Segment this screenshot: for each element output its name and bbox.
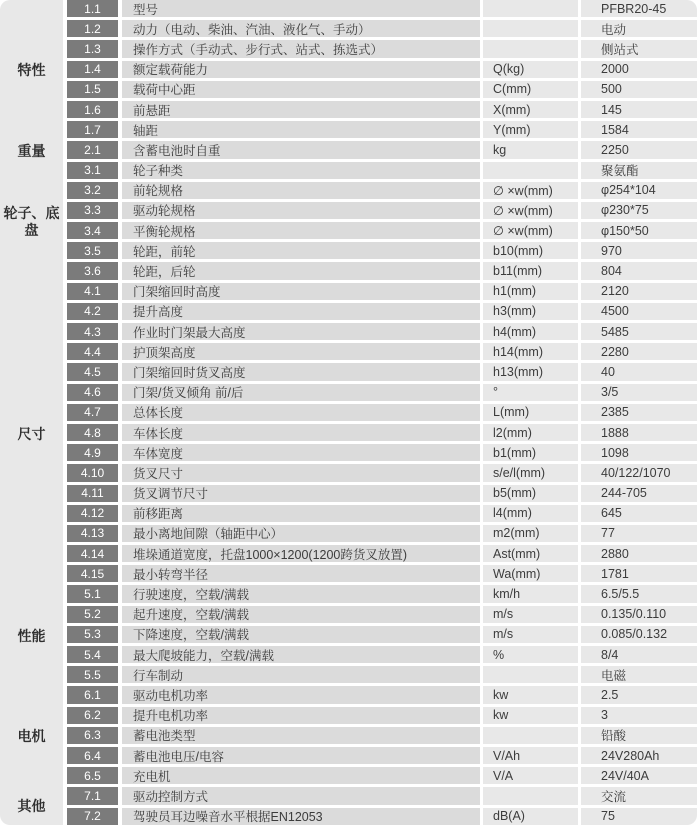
row-number-badge: 6.3: [67, 727, 118, 744]
spec-unit: °: [483, 384, 578, 401]
spec-unit: V/A: [483, 767, 578, 784]
spec-unit: [483, 787, 578, 804]
spec-value: 0.135/0.110: [581, 606, 697, 623]
spec-value: 3/5: [581, 384, 697, 401]
row-number-badge: 4.11: [67, 485, 118, 502]
row-number-badge: 4.4: [67, 343, 118, 360]
table-section: [0, 162, 697, 283]
spec-description: 门架/货叉倾角 前/后: [122, 384, 480, 401]
table-row: [67, 787, 697, 804]
spec-value: 侧站式: [581, 40, 697, 57]
spec-value: 2.5: [581, 686, 697, 703]
section-rows: [67, 283, 697, 586]
spec-description: 操作方式（手动式、步行式、站式、拣选式）: [122, 40, 480, 57]
spec-value: 1098: [581, 444, 697, 461]
row-number-badge: 4.8: [67, 424, 118, 441]
spec-unit: kw: [483, 707, 578, 724]
spec-description: 下降速度，空载/满载: [122, 626, 480, 643]
spec-unit: s/e/l(mm): [483, 464, 578, 481]
spec-unit: L(mm): [483, 404, 578, 421]
spec-description: 驱动控制方式: [122, 787, 480, 804]
row-number-badge: 3.4: [67, 222, 118, 239]
spec-description: 总体长度: [122, 404, 480, 421]
table-row: [67, 303, 697, 320]
table-row: [67, 808, 697, 825]
table-row: [67, 182, 697, 199]
spec-unit: h3(mm): [483, 303, 578, 320]
section-rows: [67, 0, 697, 141]
spec-unit: Y(mm): [483, 121, 578, 138]
spec-unit: h4(mm): [483, 323, 578, 340]
spec-description: 蓄电池电压/电容: [122, 747, 480, 764]
row-number-badge: 6.5: [67, 767, 118, 784]
spec-value: 6.5/5.5: [581, 585, 697, 602]
row-number-badge: 5.4: [67, 646, 118, 663]
spec-unit: X(mm): [483, 101, 578, 118]
row-number-badge: 3.5: [67, 242, 118, 259]
table-row: [67, 464, 697, 481]
spec-unit: b11(mm): [483, 262, 578, 279]
spec-description: 前轮规格: [122, 182, 480, 199]
row-number-badge: 2.1: [67, 141, 118, 158]
spec-unit: b1(mm): [483, 444, 578, 461]
spec-description: 轮距，前轮: [122, 242, 480, 259]
spec-description: 行驶速度，空载/满载: [122, 585, 480, 602]
spec-description: 含蓄电池时自重: [122, 141, 480, 158]
row-number-badge: 4.9: [67, 444, 118, 461]
spec-description: 轮距，后轮: [122, 262, 480, 279]
row-number-badge: 7.1: [67, 787, 118, 804]
spec-description: 型号: [122, 0, 480, 17]
spec-description: 行车制动: [122, 666, 480, 683]
row-number-badge: 5.1: [67, 585, 118, 602]
spec-value: 1584: [581, 121, 697, 138]
spec-value: 1888: [581, 424, 697, 441]
row-number-badge: 4.6: [67, 384, 118, 401]
table-row: [67, 283, 697, 300]
table-row: [67, 606, 697, 623]
table-section: [0, 141, 697, 161]
table-row: [67, 40, 697, 57]
spec-description: 门架缩回时高度: [122, 283, 480, 300]
spec-unit: Ast(mm): [483, 545, 578, 562]
spec-unit: [483, 162, 578, 179]
row-number-badge: 4.3: [67, 323, 118, 340]
category-cell: 电机: [0, 686, 63, 787]
row-number-badge: 4.12: [67, 505, 118, 522]
spec-value: 2280: [581, 343, 697, 360]
row-number-badge: 6.2: [67, 707, 118, 724]
table-section: [0, 0, 697, 141]
spec-unit: [483, 40, 578, 57]
spec-value: 244-705: [581, 485, 697, 502]
spec-unit: h13(mm): [483, 363, 578, 380]
spec-unit: b10(mm): [483, 242, 578, 259]
spec-description: 最小转弯半径: [122, 565, 480, 582]
spec-description: 门架缩回时货叉高度: [122, 363, 480, 380]
spec-value: 2385: [581, 404, 697, 421]
spec-value: 8/4: [581, 646, 697, 663]
spec-value: 2120: [581, 283, 697, 300]
spec-value: 交流: [581, 787, 697, 804]
spec-description: 蓄电池类型: [122, 727, 480, 744]
spec-value: 5485: [581, 323, 697, 340]
section-rows: [67, 585, 697, 686]
spec-value: 1781: [581, 565, 697, 582]
row-number-badge: 5.3: [67, 626, 118, 643]
spec-value: 77: [581, 525, 697, 542]
table-row: [67, 747, 697, 764]
spec-description: 最小离地间隙（轴距中心）: [122, 525, 480, 542]
table-row: [67, 666, 697, 683]
spec-value: φ150*50: [581, 222, 697, 239]
table-row: [67, 585, 697, 602]
row-number-badge: 1.5: [67, 81, 118, 98]
spec-unit: kw: [483, 686, 578, 703]
table-row: [67, 424, 697, 441]
spec-description: 护顶架高度: [122, 343, 480, 360]
spec-value: 500: [581, 81, 697, 98]
spec-unit: Wa(mm): [483, 565, 578, 582]
row-number-badge: 3.2: [67, 182, 118, 199]
row-number-badge: 1.4: [67, 61, 118, 78]
table-row: [67, 565, 697, 582]
spec-description: 驱动轮规格: [122, 202, 480, 219]
row-number-badge: 4.2: [67, 303, 118, 320]
spec-unit: [483, 666, 578, 683]
spec-description: 充电机: [122, 767, 480, 784]
spec-value: 聚氨酯: [581, 162, 697, 179]
spec-value: PFBR20-45: [581, 0, 697, 17]
spec-unit: kg: [483, 141, 578, 158]
spec-description: 动力（电动、柴油、汽油、液化气、手动）: [122, 20, 480, 37]
table-row: [67, 81, 697, 98]
table-row: [67, 363, 697, 380]
spec-unit: m/s: [483, 626, 578, 643]
spec-description: 载荷中心距: [122, 81, 480, 98]
table-row: [67, 525, 697, 542]
table-row: [67, 767, 697, 784]
spec-description: 平衡轮规格: [122, 222, 480, 239]
spec-unit: l4(mm): [483, 505, 578, 522]
spec-unit: ∅ ×w(mm): [483, 222, 578, 239]
spec-unit: l2(mm): [483, 424, 578, 441]
table-row: [67, 162, 697, 179]
category-cell: 重量: [0, 141, 63, 161]
spec-description: 起升速度，空载/满载: [122, 606, 480, 623]
table-row: [67, 626, 697, 643]
row-number-badge: 4.10: [67, 464, 118, 481]
table-row: [67, 323, 697, 340]
spec-unit: m/s: [483, 606, 578, 623]
table-row: [67, 505, 697, 522]
table-row: [67, 202, 697, 219]
table-row: [67, 61, 697, 78]
category-cell: 尺寸: [0, 283, 63, 586]
spec-value: φ254*104: [581, 182, 697, 199]
spec-unit: dB(A): [483, 808, 578, 825]
table-row: [67, 222, 697, 239]
spec-unit: m2(mm): [483, 525, 578, 542]
spec-value: 电动: [581, 20, 697, 37]
spec-unit: Q(kg): [483, 61, 578, 78]
spec-unit: km/h: [483, 585, 578, 602]
row-number-badge: 1.7: [67, 121, 118, 138]
row-number-badge: 1.6: [67, 101, 118, 118]
category-cell: 其他: [0, 787, 63, 824]
spec-value: 2250: [581, 141, 697, 158]
spec-unit: ∅ ×w(mm): [483, 182, 578, 199]
table-row: [67, 707, 697, 724]
spec-unit: [483, 0, 578, 17]
spec-description: 最大爬坡能力，空载/满载: [122, 646, 480, 663]
table-row: [67, 262, 697, 279]
category-cell: 特性: [0, 0, 63, 141]
row-number-badge: 1.3: [67, 40, 118, 57]
spec-unit: [483, 727, 578, 744]
spec-unit: h1(mm): [483, 283, 578, 300]
spec-value: 24V/40A: [581, 767, 697, 784]
section-rows: [67, 787, 697, 824]
table-row: [67, 343, 697, 360]
category-cell: 轮子、底盘: [0, 162, 63, 283]
table-row: [67, 20, 697, 37]
spec-description: 轴距: [122, 121, 480, 138]
row-number-badge: 1.1: [67, 0, 118, 17]
table-section: [0, 686, 697, 787]
table-row: [67, 686, 697, 703]
row-number-badge: 4.7: [67, 404, 118, 421]
spec-value: 40/122/1070: [581, 464, 697, 481]
spec-description: 车体宽度: [122, 444, 480, 461]
spec-description: 车体长度: [122, 424, 480, 441]
spec-unit: C(mm): [483, 81, 578, 98]
row-number-badge: 7.2: [67, 808, 118, 825]
spec-value: 电磁: [581, 666, 697, 683]
spec-unit: h14(mm): [483, 343, 578, 360]
spec-unit: [483, 20, 578, 37]
spec-value: 2000: [581, 61, 697, 78]
table-section: [0, 283, 697, 586]
table-row: [67, 384, 697, 401]
row-number-badge: 1.2: [67, 20, 118, 37]
table-section: [0, 787, 697, 824]
row-number-badge: 5.5: [67, 666, 118, 683]
spec-value: 0.085/0.132: [581, 626, 697, 643]
spec-value: 75: [581, 808, 697, 825]
section-rows: [67, 141, 697, 161]
spec-description: 前移距离: [122, 505, 480, 522]
spec-description: 作业时门架最大高度: [122, 323, 480, 340]
section-rows: [67, 162, 697, 283]
table-row: [67, 121, 697, 138]
table-row: [67, 485, 697, 502]
row-number-badge: 5.2: [67, 606, 118, 623]
spec-description: 驾驶员耳边噪音水平根据EN12053: [122, 808, 480, 825]
table-row: [67, 141, 697, 158]
spec-value: 2880: [581, 545, 697, 562]
row-number-badge: 4.15: [67, 565, 118, 582]
spec-value: 40: [581, 363, 697, 380]
row-number-badge: 4.1: [67, 283, 118, 300]
row-number-badge: 3.1: [67, 162, 118, 179]
table-row: [67, 0, 697, 17]
spec-value: 145: [581, 101, 697, 118]
spec-unit: V/Ah: [483, 747, 578, 764]
row-number-badge: 4.5: [67, 363, 118, 380]
spec-value: 铅酸: [581, 727, 697, 744]
row-number-badge: 6.4: [67, 747, 118, 764]
table-row: [67, 646, 697, 663]
spec-description: 货叉调节尺寸: [122, 485, 480, 502]
spec-unit: b5(mm): [483, 485, 578, 502]
spec-description: 额定载荷能力: [122, 61, 480, 78]
spec-value: 970: [581, 242, 697, 259]
table-row: [67, 242, 697, 259]
spec-description: 货叉尺寸: [122, 464, 480, 481]
category-cell: 性能: [0, 585, 63, 686]
row-number-badge: 6.1: [67, 686, 118, 703]
spec-value: 645: [581, 505, 697, 522]
section-rows: [67, 686, 697, 787]
spec-value: 3: [581, 707, 697, 724]
spec-description: 提升高度: [122, 303, 480, 320]
spec-description: 堆垛通道宽度，托盘1000×1200(1200跨货叉放置): [122, 545, 480, 562]
table-row: [67, 101, 697, 118]
spec-value: φ230*75: [581, 202, 697, 219]
spec-description: 轮子种类: [122, 162, 480, 179]
table-row: [67, 444, 697, 461]
row-number-badge: 3.6: [67, 262, 118, 279]
spec-description: 前悬距: [122, 101, 480, 118]
table-section: [0, 585, 697, 686]
table-row: [67, 545, 697, 562]
row-number-badge: 3.3: [67, 202, 118, 219]
row-number-badge: 4.14: [67, 545, 118, 562]
spec-unit: %: [483, 646, 578, 663]
table-row: [67, 727, 697, 744]
spec-unit: ∅ ×w(mm): [483, 202, 578, 219]
spec-description: 提升电机功率: [122, 707, 480, 724]
spec-value: 804: [581, 262, 697, 279]
table-row: [67, 404, 697, 421]
row-number-badge: 4.13: [67, 525, 118, 542]
spec-value: 24V280Ah: [581, 747, 697, 764]
spec-value: 4500: [581, 303, 697, 320]
spec-description: 驱动电机功率: [122, 686, 480, 703]
